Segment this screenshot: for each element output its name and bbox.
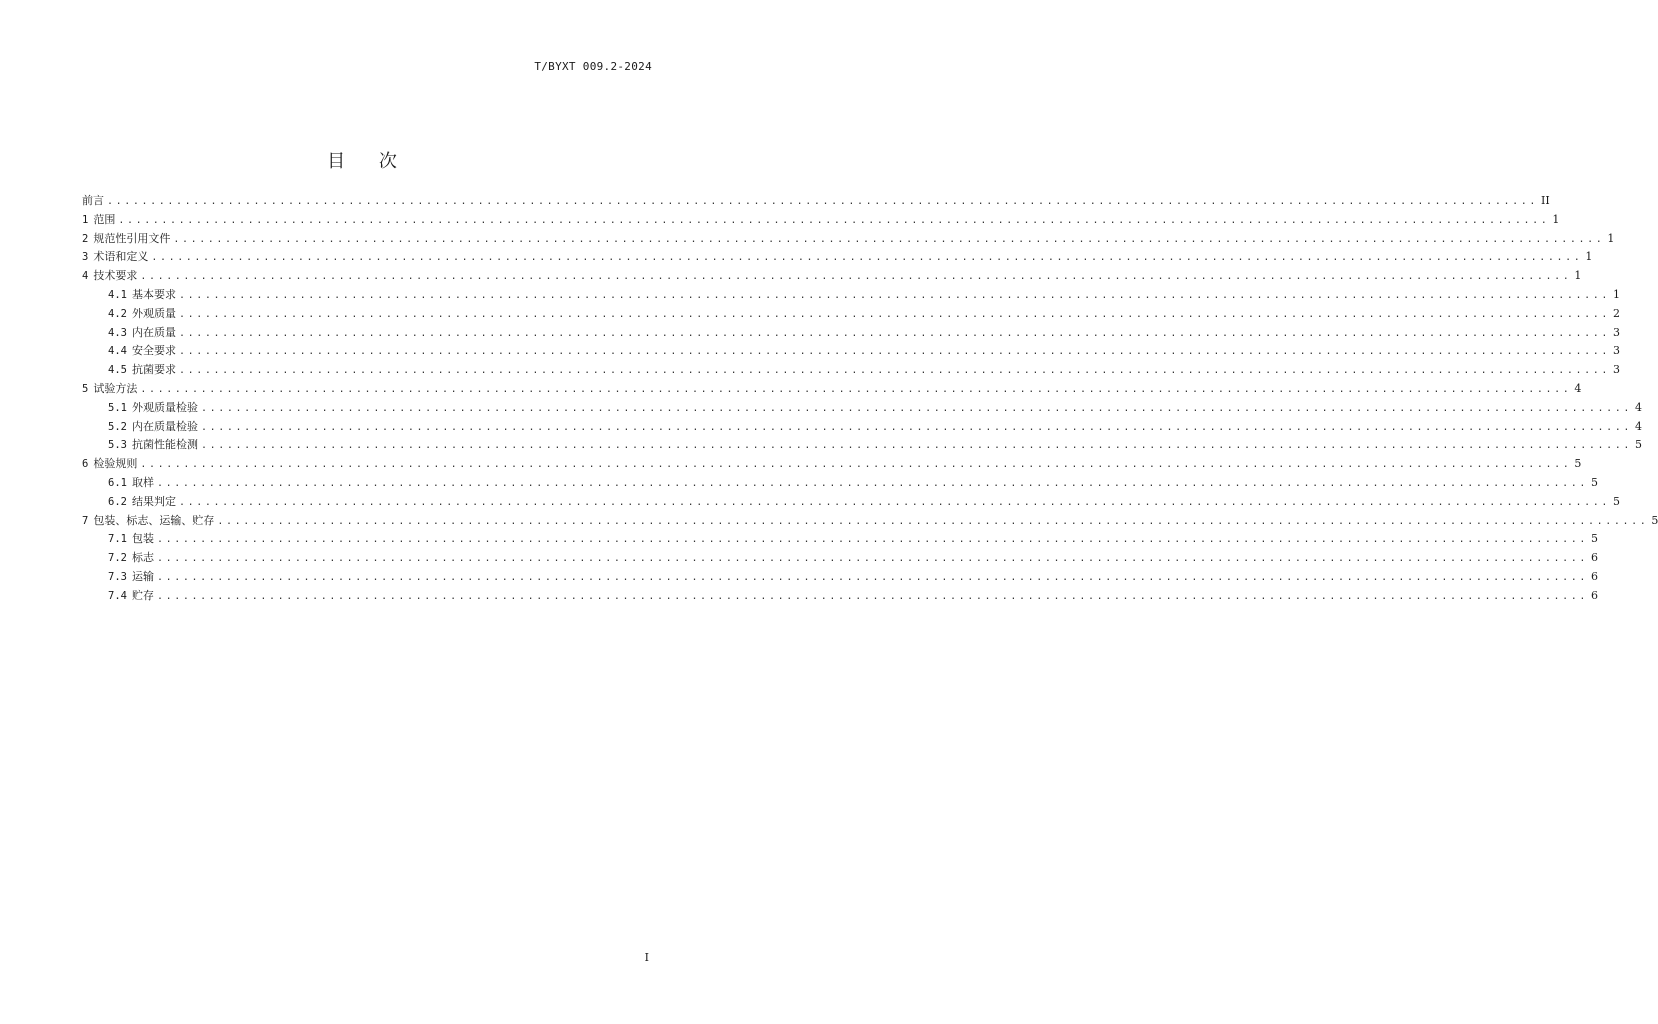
toc-dot-leader: ...................................................................................................................................................................... xyxy=(156,571,1588,583)
toc-entry[interactable] xyxy=(82,587,1598,606)
toc-entry-number: 6.1 xyxy=(108,476,127,489)
toc-entry-text: 前言 xyxy=(82,194,104,207)
toc-dot-leader: ...................................................................................................................................................................... xyxy=(118,214,1550,226)
toc-entry-page: 6 xyxy=(1590,569,1598,583)
toc-entry-text: 试验方法 xyxy=(93,381,138,395)
toc-entry-page: 4 xyxy=(1574,381,1582,395)
toc-entry-page: 6 xyxy=(1590,551,1598,565)
toc-entry-page: 6 xyxy=(1590,588,1598,602)
toc-entry-text: 检验规则 xyxy=(93,457,138,471)
toc-entry-page: 4 xyxy=(1634,419,1642,433)
toc-entry-page: 1 xyxy=(1607,231,1615,245)
toc-dot-leader: ...................................................................................................................................................................... xyxy=(140,383,1572,395)
toc-entry[interactable] xyxy=(82,230,1615,249)
toc-entry[interactable] xyxy=(82,361,1620,380)
toc-entry-page: 5 xyxy=(1651,513,1658,527)
toc-entry-number: 5.2 xyxy=(108,420,127,433)
toc-entry-text: 标志 xyxy=(131,551,154,565)
toc-entry[interactable] xyxy=(82,324,1620,343)
toc-entry-text: 取样 xyxy=(131,475,154,489)
toc-dot-leader: ...................................................................................................................................................................... xyxy=(178,346,1610,358)
toc-entry[interactable] xyxy=(82,549,1598,568)
toc-entry-page: 1 xyxy=(1585,250,1593,264)
toc-dot-leader: ...................................................................................................................................................................... xyxy=(107,196,1539,207)
toc-entry-number: 3 xyxy=(82,251,89,264)
toc-entry[interactable] xyxy=(82,399,1642,418)
toc-dot-leader: ...................................................................................................................................................................... xyxy=(178,327,1610,339)
toc-entry-page: 5 xyxy=(1590,532,1598,546)
toc-entry-number: 7 xyxy=(82,514,89,527)
toc-dot-leader: ...................................................................................................................................................................... xyxy=(200,402,1632,414)
toc-entry-page: 3 xyxy=(1612,363,1620,377)
toc-dot-leader: ...................................................................................................................................................................... xyxy=(200,421,1632,433)
toc-dot-leader: ...................................................................................................................................................................... xyxy=(156,534,1588,546)
toc-entry-page: 5 xyxy=(1574,457,1582,471)
toc-dot-leader: ...................................................................................................................................................................... xyxy=(151,252,1583,264)
page-number: I xyxy=(644,951,649,964)
toc-entry-text: 基本要求 xyxy=(131,287,176,301)
toc-entry-number: 7.2 xyxy=(108,552,127,565)
toc-entry[interactable] xyxy=(82,286,1620,305)
toc-entry-number: 4.3 xyxy=(108,326,127,339)
toc-entry-page: 5 xyxy=(1612,494,1620,508)
toc-dot-leader: ...................................................................................................................................................................... xyxy=(178,289,1610,301)
toc-entry[interactable] xyxy=(82,455,1582,474)
toc-dot-leader: ...................................................................................................................................................................... xyxy=(156,590,1588,602)
toc-entry-number: 7.4 xyxy=(108,589,127,602)
toc-entry-text: 外观质量检验 xyxy=(131,400,198,414)
toc-entry-number: 6.2 xyxy=(108,495,127,508)
toc-entry[interactable] xyxy=(82,380,1582,399)
toc-entry-page: 1 xyxy=(1574,269,1582,283)
toc-entry-text: 贮存 xyxy=(131,588,154,602)
toc-entry-text: 范围 xyxy=(93,212,116,226)
toc-entry-page: 5 xyxy=(1590,475,1598,489)
toc-entry-number: 5.3 xyxy=(108,439,127,452)
toc-entry[interactable] xyxy=(82,530,1598,549)
toc-entry-page: 1 xyxy=(1612,287,1620,301)
toc-dot-leader: ...................................................................................................................................................................... xyxy=(140,271,1572,283)
toc-dot-leader: ...................................................................................................................................................................... xyxy=(156,553,1588,565)
toc-entry-text: 抗菌要求 xyxy=(131,363,176,377)
toc-entry-number: 4 xyxy=(82,270,89,283)
toc-entry-page: 1 xyxy=(1552,212,1560,226)
toc-entry-text: 包装、标志、运输、贮存 xyxy=(93,513,215,527)
toc-entry[interactable] xyxy=(82,436,1642,455)
toc-entry-number: 6 xyxy=(82,458,89,471)
table-of-contents xyxy=(82,192,1658,606)
toc-entry-number: 4.4 xyxy=(108,345,127,358)
toc-dot-leader: ...................................................................................................................................................................... xyxy=(156,477,1588,489)
toc-entry-number: 7.3 xyxy=(108,570,127,583)
toc-entry[interactable] xyxy=(82,342,1620,361)
toc-dot-leader: ...................................................................................................................................................................... xyxy=(178,308,1610,320)
toc-entry-page: 3 xyxy=(1612,325,1620,339)
toc-entry-page: 3 xyxy=(1612,344,1620,358)
toc-entry-number: 5.1 xyxy=(108,401,127,414)
toc-entry-text: 结果判定 xyxy=(131,494,176,508)
toc-dot-leader: ...................................................................................................................................................................... xyxy=(178,365,1610,377)
toc-entry-text: 外观质量 xyxy=(131,306,176,320)
toc-entry-number: 4.2 xyxy=(108,307,127,320)
toc-dot-leader: ...................................................................................................................................................................... xyxy=(217,515,1649,527)
toc-entry-text: 包装 xyxy=(131,532,154,546)
toc-dot-leader: ...................................................................................................................................................................... xyxy=(178,496,1610,508)
toc-dot-leader: ...................................................................................................................................................................... xyxy=(173,233,1605,245)
toc-entry-number: 4.1 xyxy=(108,288,127,301)
toc-entry-text: 内在质量检验 xyxy=(131,419,198,433)
toc-entry-page: 4 xyxy=(1634,400,1642,414)
toc-entry[interactable] xyxy=(82,568,1598,587)
toc-entry[interactable] xyxy=(82,267,1582,286)
toc-entry[interactable] xyxy=(82,192,1550,211)
toc-entry-page: II xyxy=(1541,194,1550,207)
toc-entry-text: 抗菌性能检测 xyxy=(131,438,198,452)
toc-entry-text: 安全要求 xyxy=(131,344,176,358)
toc-entry-number: 4.5 xyxy=(108,364,127,377)
toc-entry-page: 2 xyxy=(1612,306,1620,320)
toc-title: 目 次 xyxy=(327,151,411,172)
toc-entry-number: 2 xyxy=(82,232,89,245)
toc-entry[interactable] xyxy=(82,418,1642,437)
toc-entry-number: 5 xyxy=(82,382,89,395)
toc-entry[interactable] xyxy=(82,211,1560,230)
toc-entry-text: 技术要求 xyxy=(93,269,138,283)
toc-entry[interactable] xyxy=(82,512,1658,531)
toc-entry[interactable] xyxy=(82,474,1598,493)
toc-entry-text: 规范性引用文件 xyxy=(93,231,171,245)
toc-entry[interactable] xyxy=(82,248,1593,267)
toc-entry[interactable] xyxy=(82,493,1620,512)
toc-dot-leader: ...................................................................................................................................................................... xyxy=(140,459,1572,471)
toc-entry-page: 5 xyxy=(1634,438,1642,452)
toc-dot-leader: ...................................................................................................................................................................... xyxy=(200,440,1632,452)
toc-entry-text: 运输 xyxy=(131,569,154,583)
toc-entry-text: 内在质量 xyxy=(131,325,176,339)
toc-entry-text: 术语和定义 xyxy=(93,250,149,264)
document-code: T/BYXT 009.2-2024 xyxy=(534,60,652,73)
toc-entry[interactable] xyxy=(82,305,1620,324)
toc-entry-number: 7.1 xyxy=(108,533,127,546)
toc-entry-number: 1 xyxy=(82,213,89,226)
